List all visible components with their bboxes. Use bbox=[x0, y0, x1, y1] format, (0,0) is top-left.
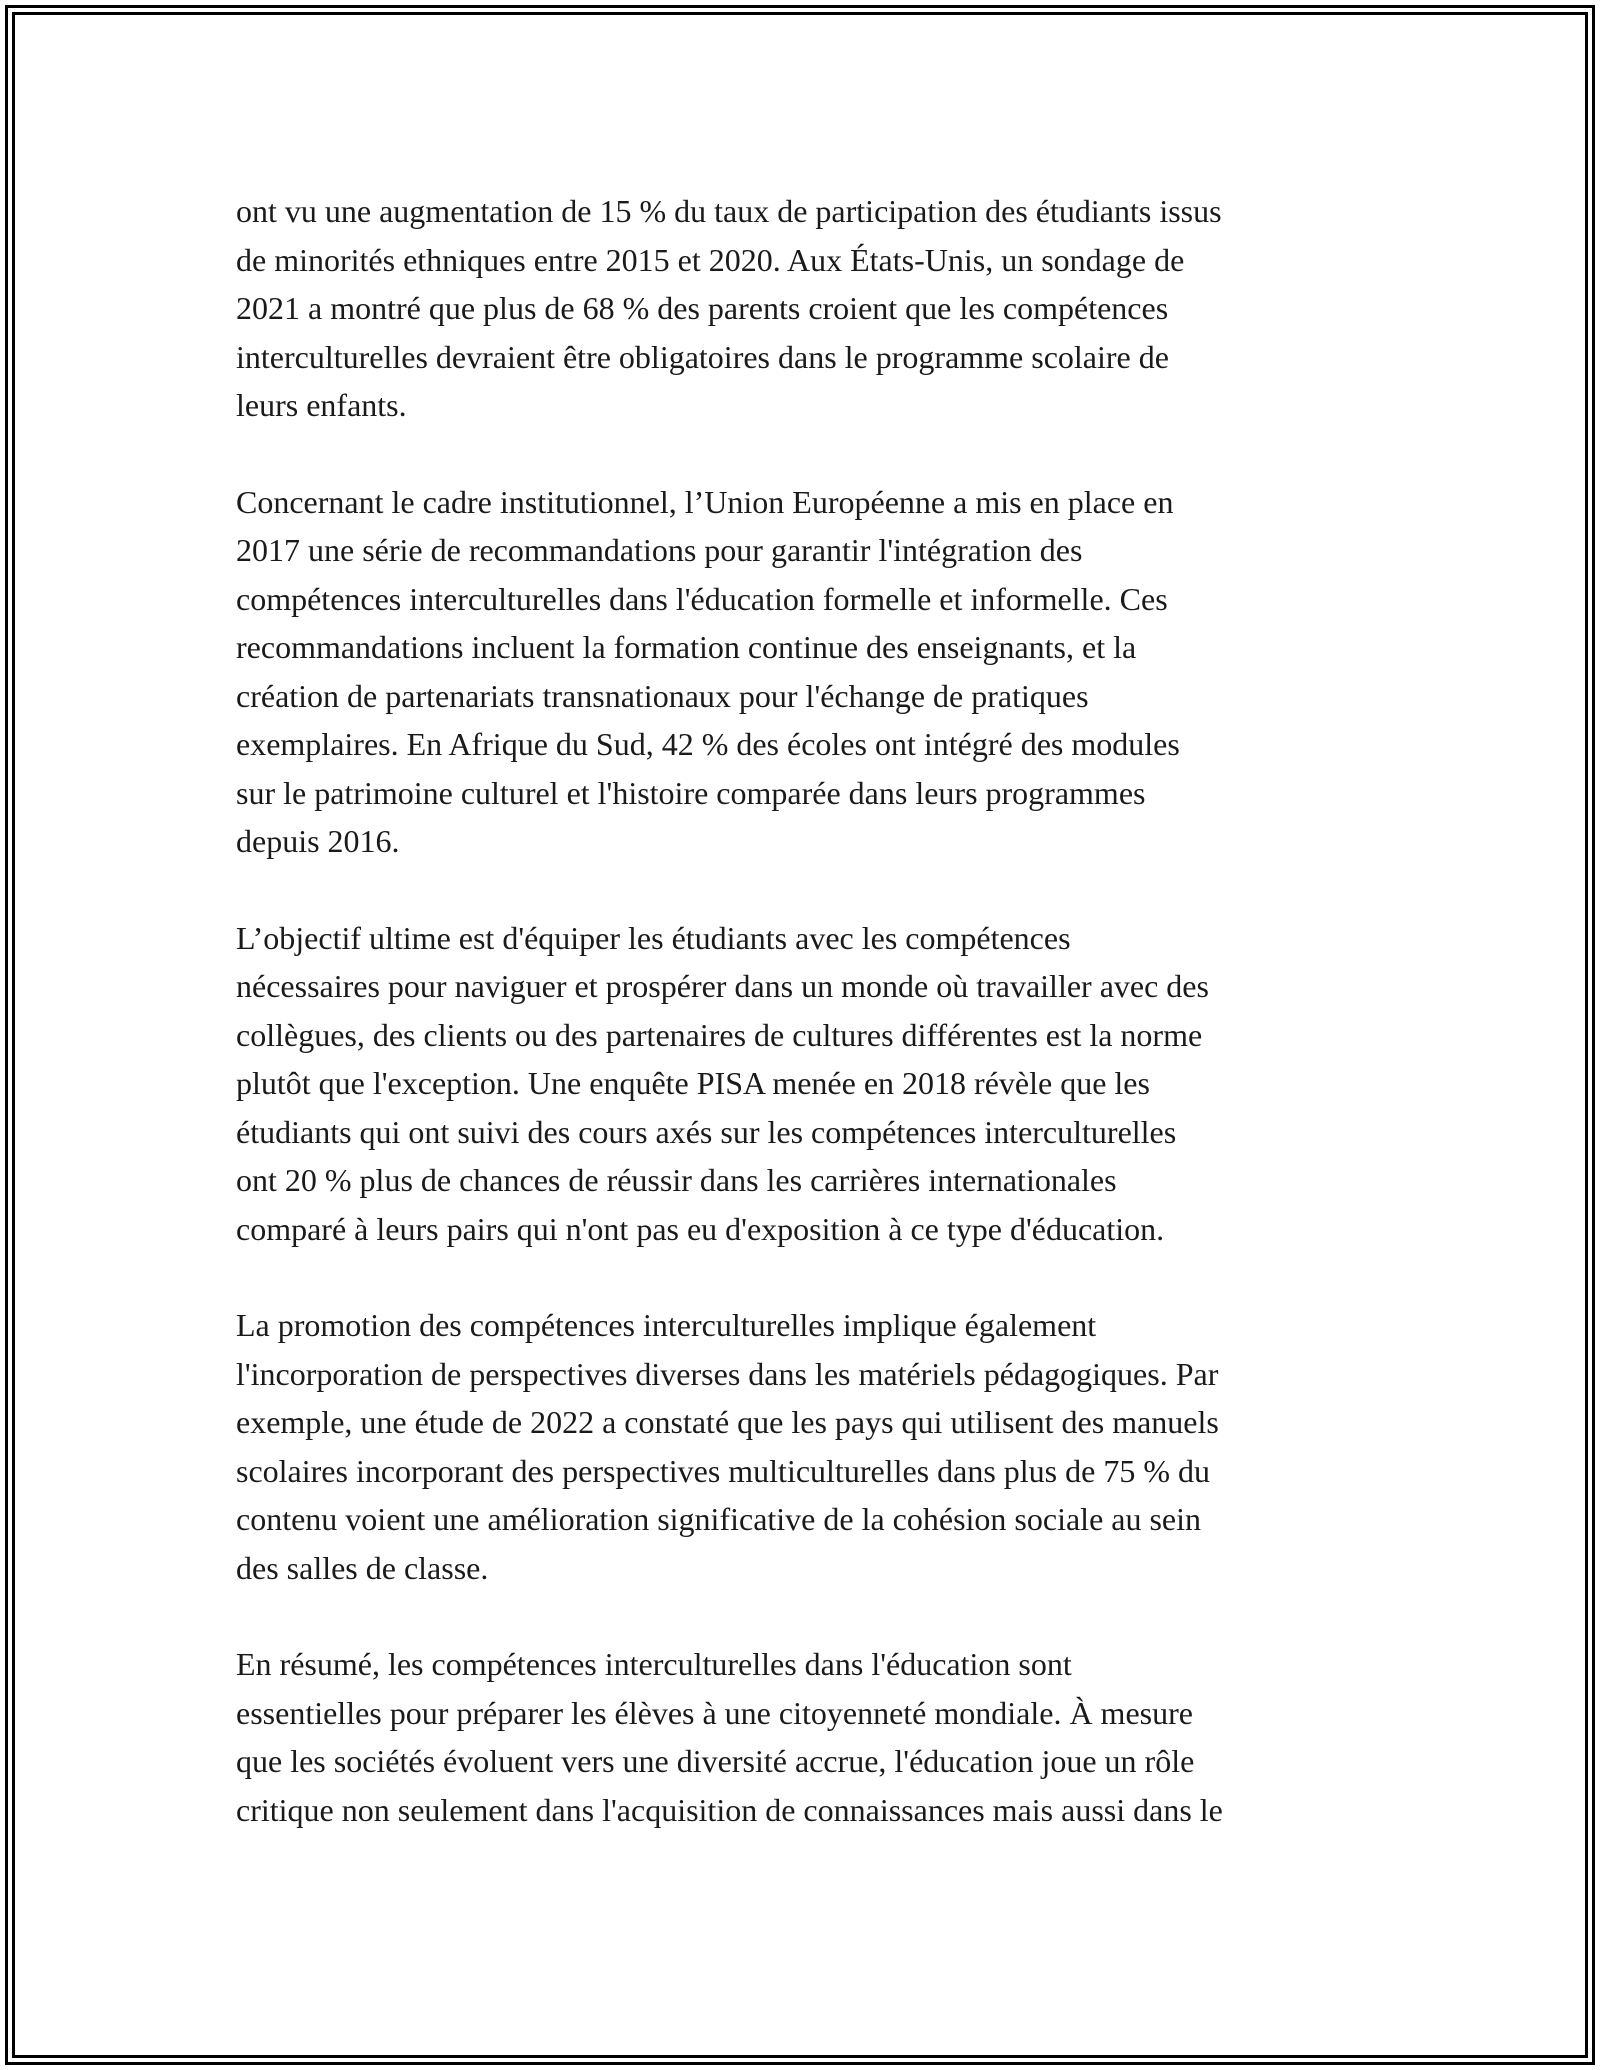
paragraph-institutional-framework bbox=[236, 478, 1386, 866]
text-line: des salles de classe. bbox=[236, 1549, 489, 1586]
text-line: ont 20 % plus de chances de réussir dans les carrières internationales bbox=[236, 1162, 1117, 1198]
text-line: que les sociétés évoluent vers une diversité accrue, l'éducation joue un rôle bbox=[236, 1743, 1195, 1779]
text-line: plutôt que l'exception. Une enquête PISA menée en 2018 révèle que les bbox=[236, 1065, 1150, 1101]
text-line: La promotion des compétences interculturelles implique également bbox=[236, 1307, 1097, 1343]
text-line: l'incorporation de perspectives diverses dans les matériels pédagogiques. Par bbox=[236, 1355, 1219, 1392]
text-line: comparé à leurs pairs qui n'ont pas eu d'exposition à ce type d'éducation. bbox=[236, 1210, 1165, 1247]
text-line: de minorités ethniques entre 2015 et 2020. Aux États-Unis, un sondage de bbox=[236, 241, 1185, 278]
text-line: compétences interculturelles dans l'éducation formelle et informelle. Ces bbox=[236, 580, 1168, 617]
paragraph-teaching-materials bbox=[236, 1301, 1386, 1592]
text-line: nécessaires pour naviguer et prospérer dans un monde où travailler avec des bbox=[236, 968, 1209, 1004]
text-line: 2017 une série de recommandations pour garantir l'intégration des bbox=[236, 532, 1083, 568]
paragraph-summary bbox=[236, 1640, 1386, 1834]
text-line: critique non seulement dans l'acquisition de connaissances mais aussi dans le bbox=[236, 1791, 1223, 1828]
text-line: essentielles pour préparer les élèves à une citoyenneté mondiale. À mesure bbox=[236, 1694, 1193, 1731]
text-line: contenu voient une amélioration significative de la cohésion sociale au sein bbox=[236, 1501, 1202, 1537]
text-line: depuis 2016. bbox=[236, 823, 400, 859]
paragraph-ultimate-objective bbox=[236, 914, 1386, 1254]
paragraph-participation-survey bbox=[236, 187, 1386, 430]
text-line: leurs enfants. bbox=[236, 387, 407, 423]
text-line: L’objectif ultime est d'équiper les étudiants avec les compétences bbox=[236, 919, 1071, 956]
text-line: recommandations incluent la formation continue des enseignants, et la bbox=[236, 629, 1137, 665]
text-line: collègues, des clients ou des partenaires de cultures différentes est la norme bbox=[236, 1016, 1203, 1053]
text-line: En résumé, les compétences interculturelles dans l'éducation sont bbox=[236, 1646, 1072, 1682]
text-line: création de partenariats transnationaux pour l'échange de pratiques bbox=[236, 677, 1089, 714]
text-line: interculturelles devraient être obligatoires dans le programme scolaire de bbox=[236, 338, 1169, 375]
text-line: Concernant le cadre institutionnel, l’Union Européenne a mis en place en bbox=[236, 483, 1174, 520]
text-line: sur le patrimoine culturel et l'histoire comparée dans leurs programmes bbox=[236, 774, 1146, 811]
text-line: étudiants qui ont suivi des cours axés sur les compétences interculturelles bbox=[236, 1113, 1177, 1150]
text-line: scolaires incorporant des perspectives multiculturelles dans plus de 75 % du bbox=[236, 1452, 1210, 1489]
document-body bbox=[236, 187, 1386, 1882]
text-line: exemple, une étude de 2022 a constaté que les pays qui utilisent des manuels bbox=[236, 1404, 1219, 1440]
text-line: exemplaires. En Afrique du Sud, 42 % des écoles ont intégré des modules bbox=[236, 726, 1180, 762]
text-line: 2021 a montré que plus de 68 % des parents croient que les compétences bbox=[236, 290, 1169, 326]
text-line: ont vu une augmentation de 15 % du taux de participation des étudiants issus bbox=[236, 193, 1222, 229]
